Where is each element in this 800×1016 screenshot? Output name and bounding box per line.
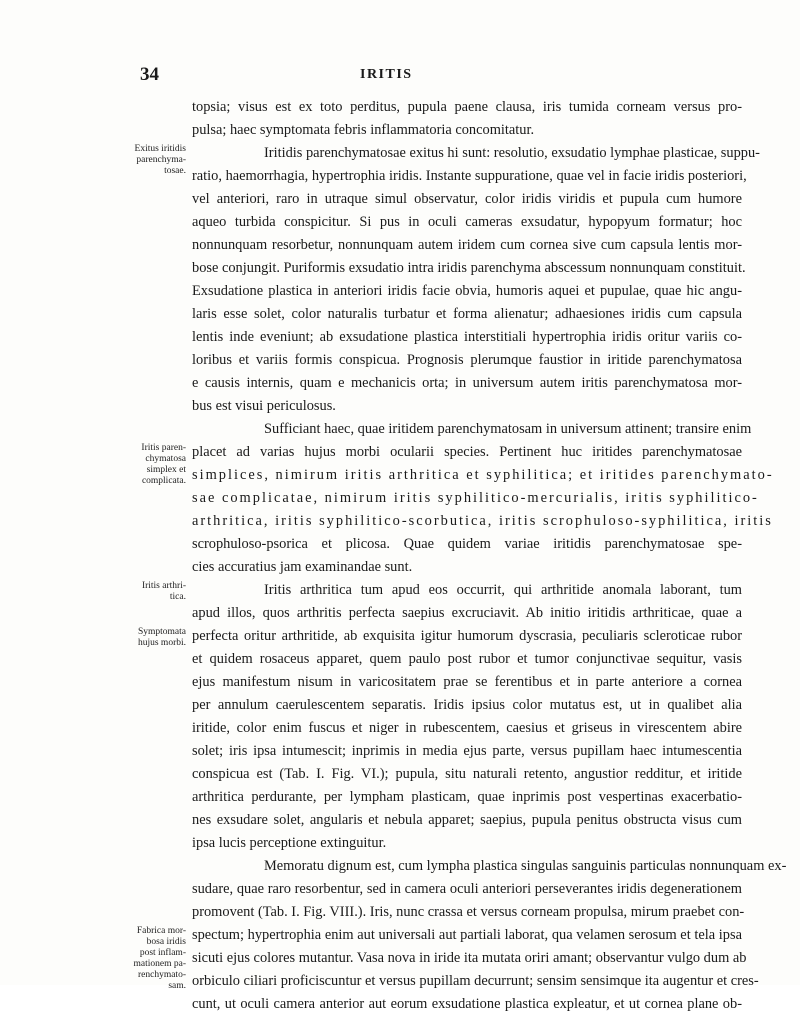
margin-note-line: mationem pa- xyxy=(133,959,186,969)
text-line: e causis internis, quam e mechanicis orta; in universum autem iritis parenchymatosa mor- xyxy=(192,375,742,391)
text-line: ipsa lucis perceptione extinguitur. xyxy=(192,835,387,851)
text-line: Iritis arthritica tum apud eos occurrit, qui arthritide anomala laborant, tum xyxy=(264,582,742,598)
text-line: per annulum caerulescentem separatis. Iridis ipsius color mutatus est, ut in qualibet alia xyxy=(192,697,742,713)
text-line: solet; iris ipsa intumescit; inprimis in media ejus parte, versus pupillam haec intumescentia xyxy=(192,743,742,759)
margin-note-line: tosae. xyxy=(164,166,186,176)
text-line: promovent (Tab. I. Fig. VIII.). Iris, nunc crassa et versus corneam propulsa, mirum praebet con- xyxy=(192,904,745,920)
text-line: perfecta oritur arthritide, ab exquisita igitur humorum dyscrasia, peculiaris scleroticae rubor xyxy=(192,628,742,644)
text-line: conspicua est (Tab. I. Fig. VI.); pupula, situ naturali retento, angustior redditur, et iritide xyxy=(192,766,742,782)
text-line: bose conjungit. Puriformis exsudatio intra iridis parenchyma abscessum nonnunquam constituit. xyxy=(192,260,746,276)
margin-note-line: Iritis paren- xyxy=(141,443,186,453)
text-line: Exsudatione plastica in anteriori iridis facie obvia, humoris aquei et pupulae, quae hic angu- xyxy=(192,283,742,299)
margin-note-line: renchymato- xyxy=(137,970,186,980)
text-line: pulsa; haec symptomata febris inflammatoria concomitatur. xyxy=(192,122,535,138)
text-line: orbiculo ciliari proficiscuntur et versus pupillam decurrunt; sensim sensimque ita augentur et cres- xyxy=(192,973,759,989)
text-line: vel anteriori, raro in utraque simul observatur, color iridis viridis et pupula cum humore xyxy=(192,191,742,207)
text-line: nonnunquam resorbetur, nonnunquam autem iridem cum cornea sive cum capsula lentis mor- xyxy=(192,237,742,253)
text-line: bus est visui periculosus. xyxy=(192,398,336,414)
text-line: sicuti ejus colores mutantur. Vasa nova in iride ita mutata oriri amant; observantur vulgo dum ab xyxy=(192,950,747,966)
text-line: scrophuloso-psorica et plicosa. Quae quidem variae iritidis parenchymatosae spe- xyxy=(192,536,742,552)
margin-note-line: Symptomata xyxy=(137,627,186,637)
margin-note-line: Fabrica mor- xyxy=(136,926,186,936)
text-line: Sufficiant haec, quae iritidem parenchymatosam in universum attinent; transire enim xyxy=(264,421,752,437)
text-line: apud illos, quos arthritis perfecta saepius excruciavit. Ab initio iritidis arthriticae, quae a xyxy=(192,605,742,621)
text-line: topsia; visus est ex toto perditus, pupula paene clausa, iris tumida corneam versus pro- xyxy=(192,99,742,115)
text-line: lentis inde eveniunt; ab exsudatione plastica interstitiali hypertrophia iridis oritur variis co- xyxy=(192,329,742,345)
text-line: ratio, haemorrhagia, hypertrophia iridis. Instante suppuratione, quae vel in facie iridis posteriori, xyxy=(192,168,747,184)
margin-note-species xyxy=(46,443,186,487)
page-number: 34 xyxy=(140,64,159,85)
text-line: aqueo turbida conspicitur. Si pus in oculi cameras exsudatur, hypopyum formatur; hoc xyxy=(192,214,742,230)
text-line: arthritica, iritis syphilitico-scorbutica, iritis scrophuloso-syphilitica, iritis xyxy=(192,513,773,529)
running-head: IRITIS xyxy=(360,67,413,82)
margin-note-line: sam. xyxy=(168,981,186,991)
text-line: placet ad varias hujus morbi ocularii species. Pertinent huc iritides parenchymatosae xyxy=(192,444,742,460)
text-line: nes exsudare solet, angularis et nebula apparet; saepius, pupula penitus obstructa visus cum xyxy=(192,812,742,828)
margin-note-arthritica xyxy=(46,581,186,603)
margin-note-line: tica. xyxy=(169,592,186,602)
margin-note-exitus xyxy=(46,144,186,177)
text-line: sudare, quae raro resorbentur, sed in camera oculi anteriori perseverantes iridis degenerationem xyxy=(192,881,742,897)
margin-note-symptomata xyxy=(46,627,186,649)
text-line: cies accuratius jam examinandae sunt. xyxy=(192,559,413,575)
text-line: cunt, ut oculi camera anterior aut eorum exsudatione plastica expleatur, et ut cornea plane ob- xyxy=(192,996,742,1012)
margin-note-line: chymatosa xyxy=(145,454,186,464)
margin-note-line: post inflam- xyxy=(139,948,186,958)
margin-note-line: hujus morbi. xyxy=(137,638,186,648)
margin-note-line: bosa iridis xyxy=(146,937,186,947)
text-line: Iritidis parenchymatosae exitus hi sunt: resolutio, exsudatio lymphae plasticae, suppu- xyxy=(264,145,760,161)
text-line: spectum; hypertrophia enim aut universali aut partiali laborat, qua velamen serosum et tela ipsa xyxy=(192,927,742,943)
margin-note-line: Iritis arthri- xyxy=(141,581,186,591)
text-line: sae complicatae, nimirum iritis syphilitico-mercurialis, iritis syphilitico- xyxy=(192,490,759,506)
margin-note-line: simplex et xyxy=(146,465,186,475)
text-line: simplices, nimirum iritis arthritica et syphilitica; et iritides parenchymato- xyxy=(192,467,774,483)
page-header xyxy=(0,64,800,88)
body-text xyxy=(192,96,787,1016)
text-line: iritide, color enim fuscus et niger in rubescentem, caesius et griseus in virescentem abire xyxy=(192,720,742,736)
margin-note-fabrica xyxy=(46,926,186,992)
text-line: arthritica perdurante, per lympham plasticam, quae inprimis post vespertinas exacerbatio- xyxy=(192,789,742,805)
text-line: Memoratu dignum est, cum lympha plastica singulas sanguinis particulas nonnunquam ex- xyxy=(264,858,787,874)
margin-note-line: Exitus iritidis xyxy=(134,144,186,154)
text-line: ejus manifestum nisum in varicositatem prae se ferentibus et in parte anteriore a cornea xyxy=(192,674,742,690)
margin-note-line: complicata. xyxy=(141,476,186,486)
text-line: et quidem rosaceus apparet, quem paulo post rubor et tumor conjunctivae sequitur, vasis xyxy=(192,651,742,667)
text-line: loribus et variis formis conspicua. Prognosis plerumque faustior in iritide parenchymatosa xyxy=(192,352,742,368)
margin-note-line: parenchyma- xyxy=(136,155,186,165)
text-line: laris esse solet, color naturalis turbatur et forma alienatur; adhaesiones iridis cum capsula xyxy=(192,306,742,322)
